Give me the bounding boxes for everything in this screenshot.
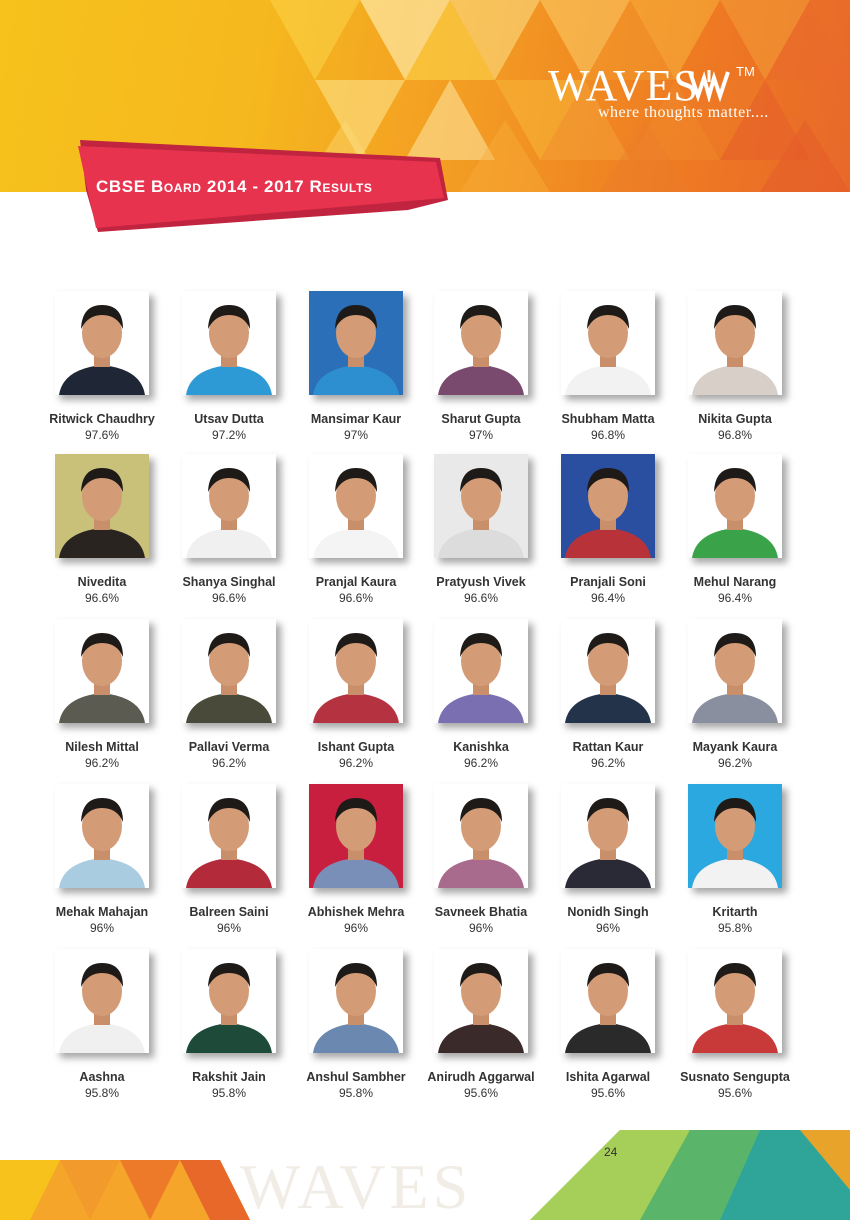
student-name: Pratyush Vivek [436, 575, 526, 589]
student-photo [309, 291, 403, 395]
student-name: Pallavi Verma [188, 740, 270, 754]
student-score: 96.8% [590, 428, 626, 442]
student-score: 97.6% [84, 428, 120, 442]
student-name: Ishant Gupta [317, 740, 395, 754]
student-score: 95.8% [338, 1086, 374, 1100]
student-name: Nonidh Singh [567, 905, 649, 919]
student-score: 96.2% [338, 756, 374, 770]
student-name: Utsav Dutta [194, 412, 264, 426]
student-name: Rattan Kaur [572, 740, 644, 754]
student-score: 96.4% [717, 591, 753, 605]
student-name: Rakshit Jain [192, 1070, 266, 1084]
student-photo [688, 291, 782, 395]
student-photo [309, 454, 403, 558]
student-score: 96.2% [84, 756, 120, 770]
student-name: Savneek Bhatia [434, 905, 528, 919]
student-photo [688, 619, 782, 723]
student-name: Nikita Gupta [698, 412, 772, 426]
student-score: 96.2% [211, 756, 247, 770]
student-score: 96.6% [338, 591, 374, 605]
student-name: Nilesh Mittal [65, 740, 139, 754]
student-name: Mehak Mahajan [55, 905, 149, 919]
student-photo [561, 454, 655, 558]
student-photo [688, 784, 782, 888]
student-name: Shanya Singhal [182, 575, 276, 589]
waves-logo [540, 58, 810, 128]
student-score: 96.6% [211, 591, 247, 605]
footer-left-pattern [0, 1160, 250, 1220]
student-score: 96.2% [463, 756, 499, 770]
student-name: Pranjali Soni [570, 575, 646, 589]
student-score: 96% [468, 921, 494, 935]
student-name: Anirudh Aggarwal [427, 1070, 535, 1084]
student-photo [182, 949, 276, 1053]
student-score: 96% [216, 921, 242, 935]
student-photo [309, 784, 403, 888]
student-name: Kritarth [712, 905, 758, 919]
student-score: 95.6% [590, 1086, 626, 1100]
student-name: Susnato Sengupta [680, 1070, 790, 1084]
student-score: 97% [468, 428, 494, 442]
footer-right-pattern [530, 1130, 850, 1220]
student-photo [55, 784, 149, 888]
student-score: 97.2% [211, 428, 247, 442]
student-name: Mansimar Kaur [310, 412, 402, 426]
student-score: 96.2% [717, 756, 753, 770]
student-photo [309, 619, 403, 723]
student-score: 95.8% [211, 1086, 247, 1100]
student-photo [434, 454, 528, 558]
student-score: 95.8% [717, 921, 753, 935]
student-photo [434, 619, 528, 723]
student-score: 96.4% [590, 591, 626, 605]
student-photo [55, 454, 149, 558]
logo-tagline: where thoughts matter.... [598, 104, 769, 121]
student-score: 95.6% [463, 1086, 499, 1100]
student-photo [434, 949, 528, 1053]
student-photo [182, 784, 276, 888]
student-photo [309, 949, 403, 1053]
student-photo [182, 454, 276, 558]
student-score: 96.6% [463, 591, 499, 605]
student-name: Shubham Matta [561, 412, 655, 426]
student-score: 96.8% [717, 428, 753, 442]
student-photo [55, 949, 149, 1053]
student-name: Pranjal Kaura [315, 575, 397, 589]
page-number: 24 [604, 1145, 618, 1159]
student-photo [561, 784, 655, 888]
student-photo [434, 291, 528, 395]
student-score: 96% [89, 921, 115, 935]
student-photo [182, 619, 276, 723]
student-name: Ishita Agarwal [565, 1070, 651, 1084]
student-score: 97% [343, 428, 369, 442]
logo-trademark: TM [736, 64, 755, 79]
student-name: Abhishek Mehra [307, 905, 405, 919]
student-name: Mayank Kaura [692, 740, 778, 754]
student-photo [182, 291, 276, 395]
logo-wordmark: WAVES [548, 61, 699, 110]
student-score: 96% [343, 921, 369, 935]
student-photo [55, 291, 149, 395]
student-name: Balreen Saini [189, 905, 269, 919]
student-score: 95.6% [717, 1086, 753, 1100]
student-score: 96.2% [590, 756, 626, 770]
student-photo [434, 784, 528, 888]
student-name: Kanishka [453, 740, 509, 754]
student-score: 96% [595, 921, 621, 935]
student-photo [561, 619, 655, 723]
student-photo [688, 454, 782, 558]
student-score: 96.6% [84, 591, 120, 605]
footer-watermark: WAVES [240, 1151, 473, 1222]
page-title: CBSE Board 2014 - 2017 Results [96, 177, 373, 196]
student-score: 95.8% [84, 1086, 120, 1100]
student-name: Nivedita [77, 575, 127, 589]
student-name: Anshul Sambher [306, 1070, 406, 1084]
student-photo [688, 949, 782, 1053]
student-photo [561, 949, 655, 1053]
student-photo [55, 619, 149, 723]
student-name: Mehul Narang [693, 575, 777, 589]
student-name: Sharut Gupta [441, 412, 521, 426]
student-name: Ritwick Chaudhry [49, 412, 155, 426]
student-photo [561, 291, 655, 395]
waves-mark-icon [688, 68, 730, 102]
student-name: Aashna [79, 1070, 125, 1084]
